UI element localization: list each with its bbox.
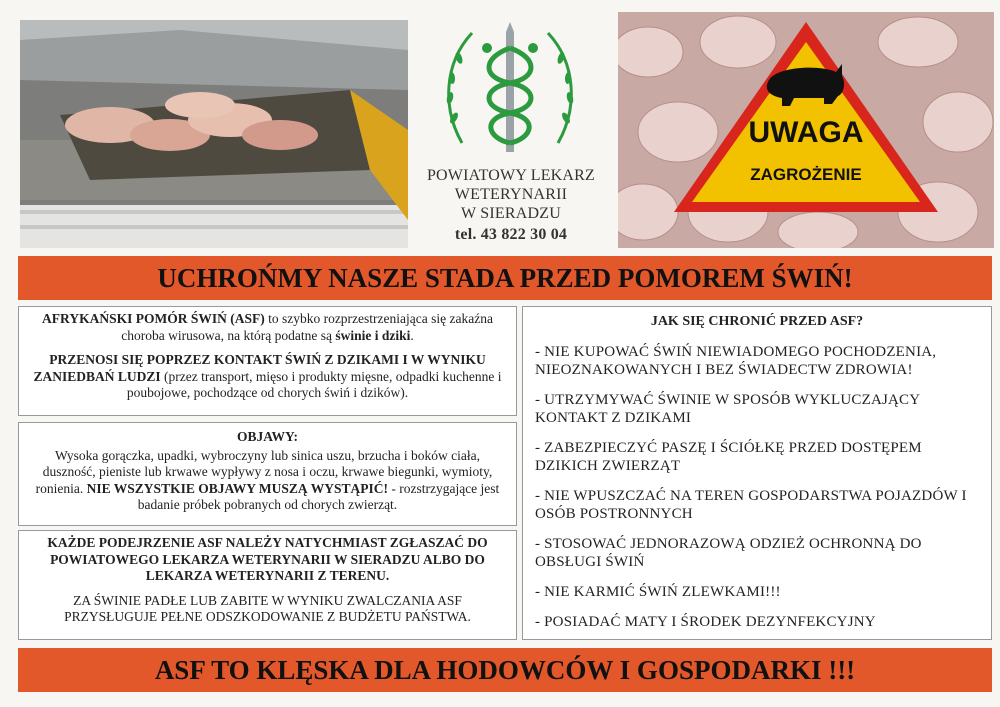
asf-definition-end: .: [410, 327, 414, 343]
asf-definition: [29, 311, 506, 344]
asf-definition-text: to szybko rozprzestrzeniająca się zakaźna choroba wirusowa, na którą podatne są: [121, 311, 493, 343]
protection-box: [522, 306, 992, 640]
symptoms-diagnosis: - rozstrzygające jest badanie próbek pobranych od chorych zwierząt.: [137, 480, 500, 512]
warning-sign-uwaga: UWAGA: [748, 116, 864, 149]
vet-name-line3: W SIERADZU: [461, 205, 561, 222]
asf-info-box: [18, 306, 517, 416]
asf-transmission-text: (przez transport, mięso i produkty mięsne, odpadki kuchenne i poubojowe, pochodzące od chorych świń i dzików).: [126, 368, 502, 400]
protection-item: - POSIADAĆ MATY I ŚRODEK DEZYNFEKCYJNY: [535, 614, 876, 630]
vet-office-name: [418, 166, 604, 244]
symptoms-box: [18, 422, 517, 526]
compensation-info: ZA ŚWINIE PADŁE LUB ZABITE W WYNIKU ZWALCZANIA ASF PRZYSŁUGUJE PEŁNE ODSZKODOWANIE Z BUDŻETU PAŃSTWA.: [64, 592, 471, 624]
vet-phone: tel. 43 822 30 04: [454, 226, 568, 243]
protection-title: JAK SIĘ CHRONIĆ PRZED ASF?: [650, 314, 864, 329]
protection-item: - STOSOWAĆ JEDNORAZOWĄ ODZIEŻ OCHRONNĄ DO OBSŁUGI ŚWIŃ: [535, 536, 922, 570]
protection-item: - NIE KUPOWAĆ ŚWIŃ NIEWIADOMEGO POCHODZENIA, NIEOZNAKOWANYCH I BEZ ŚWIADECTW ZDROWIA!: [535, 344, 937, 378]
protection-item: - NIE KARMIĆ ŚWIŃ ZLEWKAMI!!!: [535, 584, 781, 600]
top-banner: UCHROŃMY NASZE STADA PRZED POMOREM ŚWIŃ!: [18, 256, 992, 300]
pigs-warning-photo: [618, 12, 994, 248]
veterinary-caduceus-icon: [432, 18, 588, 160]
asf-transmission-bold: PRZENOSI SIĘ POPRZEZ KONTAKT ŚWIŃ Z DZIKAMI I W WYNIKU ZANIEDBAŃ LUDZI: [33, 352, 486, 384]
report-instruction: KAŻDE PODEJRZENIE ASF NALEŻY NATYCHMIAST ZGŁASZAĆ DO POWIATOWEGO LEKARZA WETERYNARII W SIERADZU ALBO DO LEKARZA WETERYNARII Z TERENU.: [47, 535, 488, 583]
vet-name-line1: POWIATOWY LEKARZ: [426, 167, 596, 184]
asf-transmission: [29, 352, 506, 402]
protection-item: - ZABEZPIECZYĆ PASZĘ I ŚCIÓŁKĘ PRZED DOSTĘPEM DZIKICH ZWIERZĄT: [535, 440, 922, 474]
symptoms-warning: NIE WSZYSTKIE OBJAWY MUSZĄ WYSTĄPIĆ!: [86, 480, 388, 496]
warning-sign-zagrozenie: ZAGROŻENIE: [750, 165, 862, 184]
pig-carcasses-photo: [20, 20, 408, 248]
protection-item: - NIE WPUSZCZAĆ NA TEREN GOSPODARSTWA POJAZDÓW I OSÓB POSTRONNYCH: [535, 488, 967, 522]
protection-item: - UTRZYMYWAĆ ŚWINIE W SPOSÓB WYKLUCZAJĄCY KONTAKT Z DZIKAMI: [535, 392, 920, 426]
bottom-banner: ASF TO KLĘSKA DLA HODOWCÓW I GOSPODARKI !!!: [18, 648, 992, 692]
symptoms-list: Wysoka gorączka, upadki, wybroczyny lub sinica uszu, brzucha i boków ciała, duszność, pieniste lub krwawe wypływy z nosa i oczu, krwawe biegunki, wymioty, ronienia.: [35, 447, 493, 496]
asf-definition-bold: AFRYKAŃSKI POMÓR ŚWIŃ (ASF): [42, 311, 265, 326]
report-box: [18, 530, 517, 640]
symptoms-text: [29, 448, 506, 514]
symptoms-title: OBJAWY:: [236, 429, 298, 444]
asf-definition-bold2: świnie i dziki: [335, 327, 411, 343]
vet-name-line2: WETERYNARII: [454, 186, 568, 203]
